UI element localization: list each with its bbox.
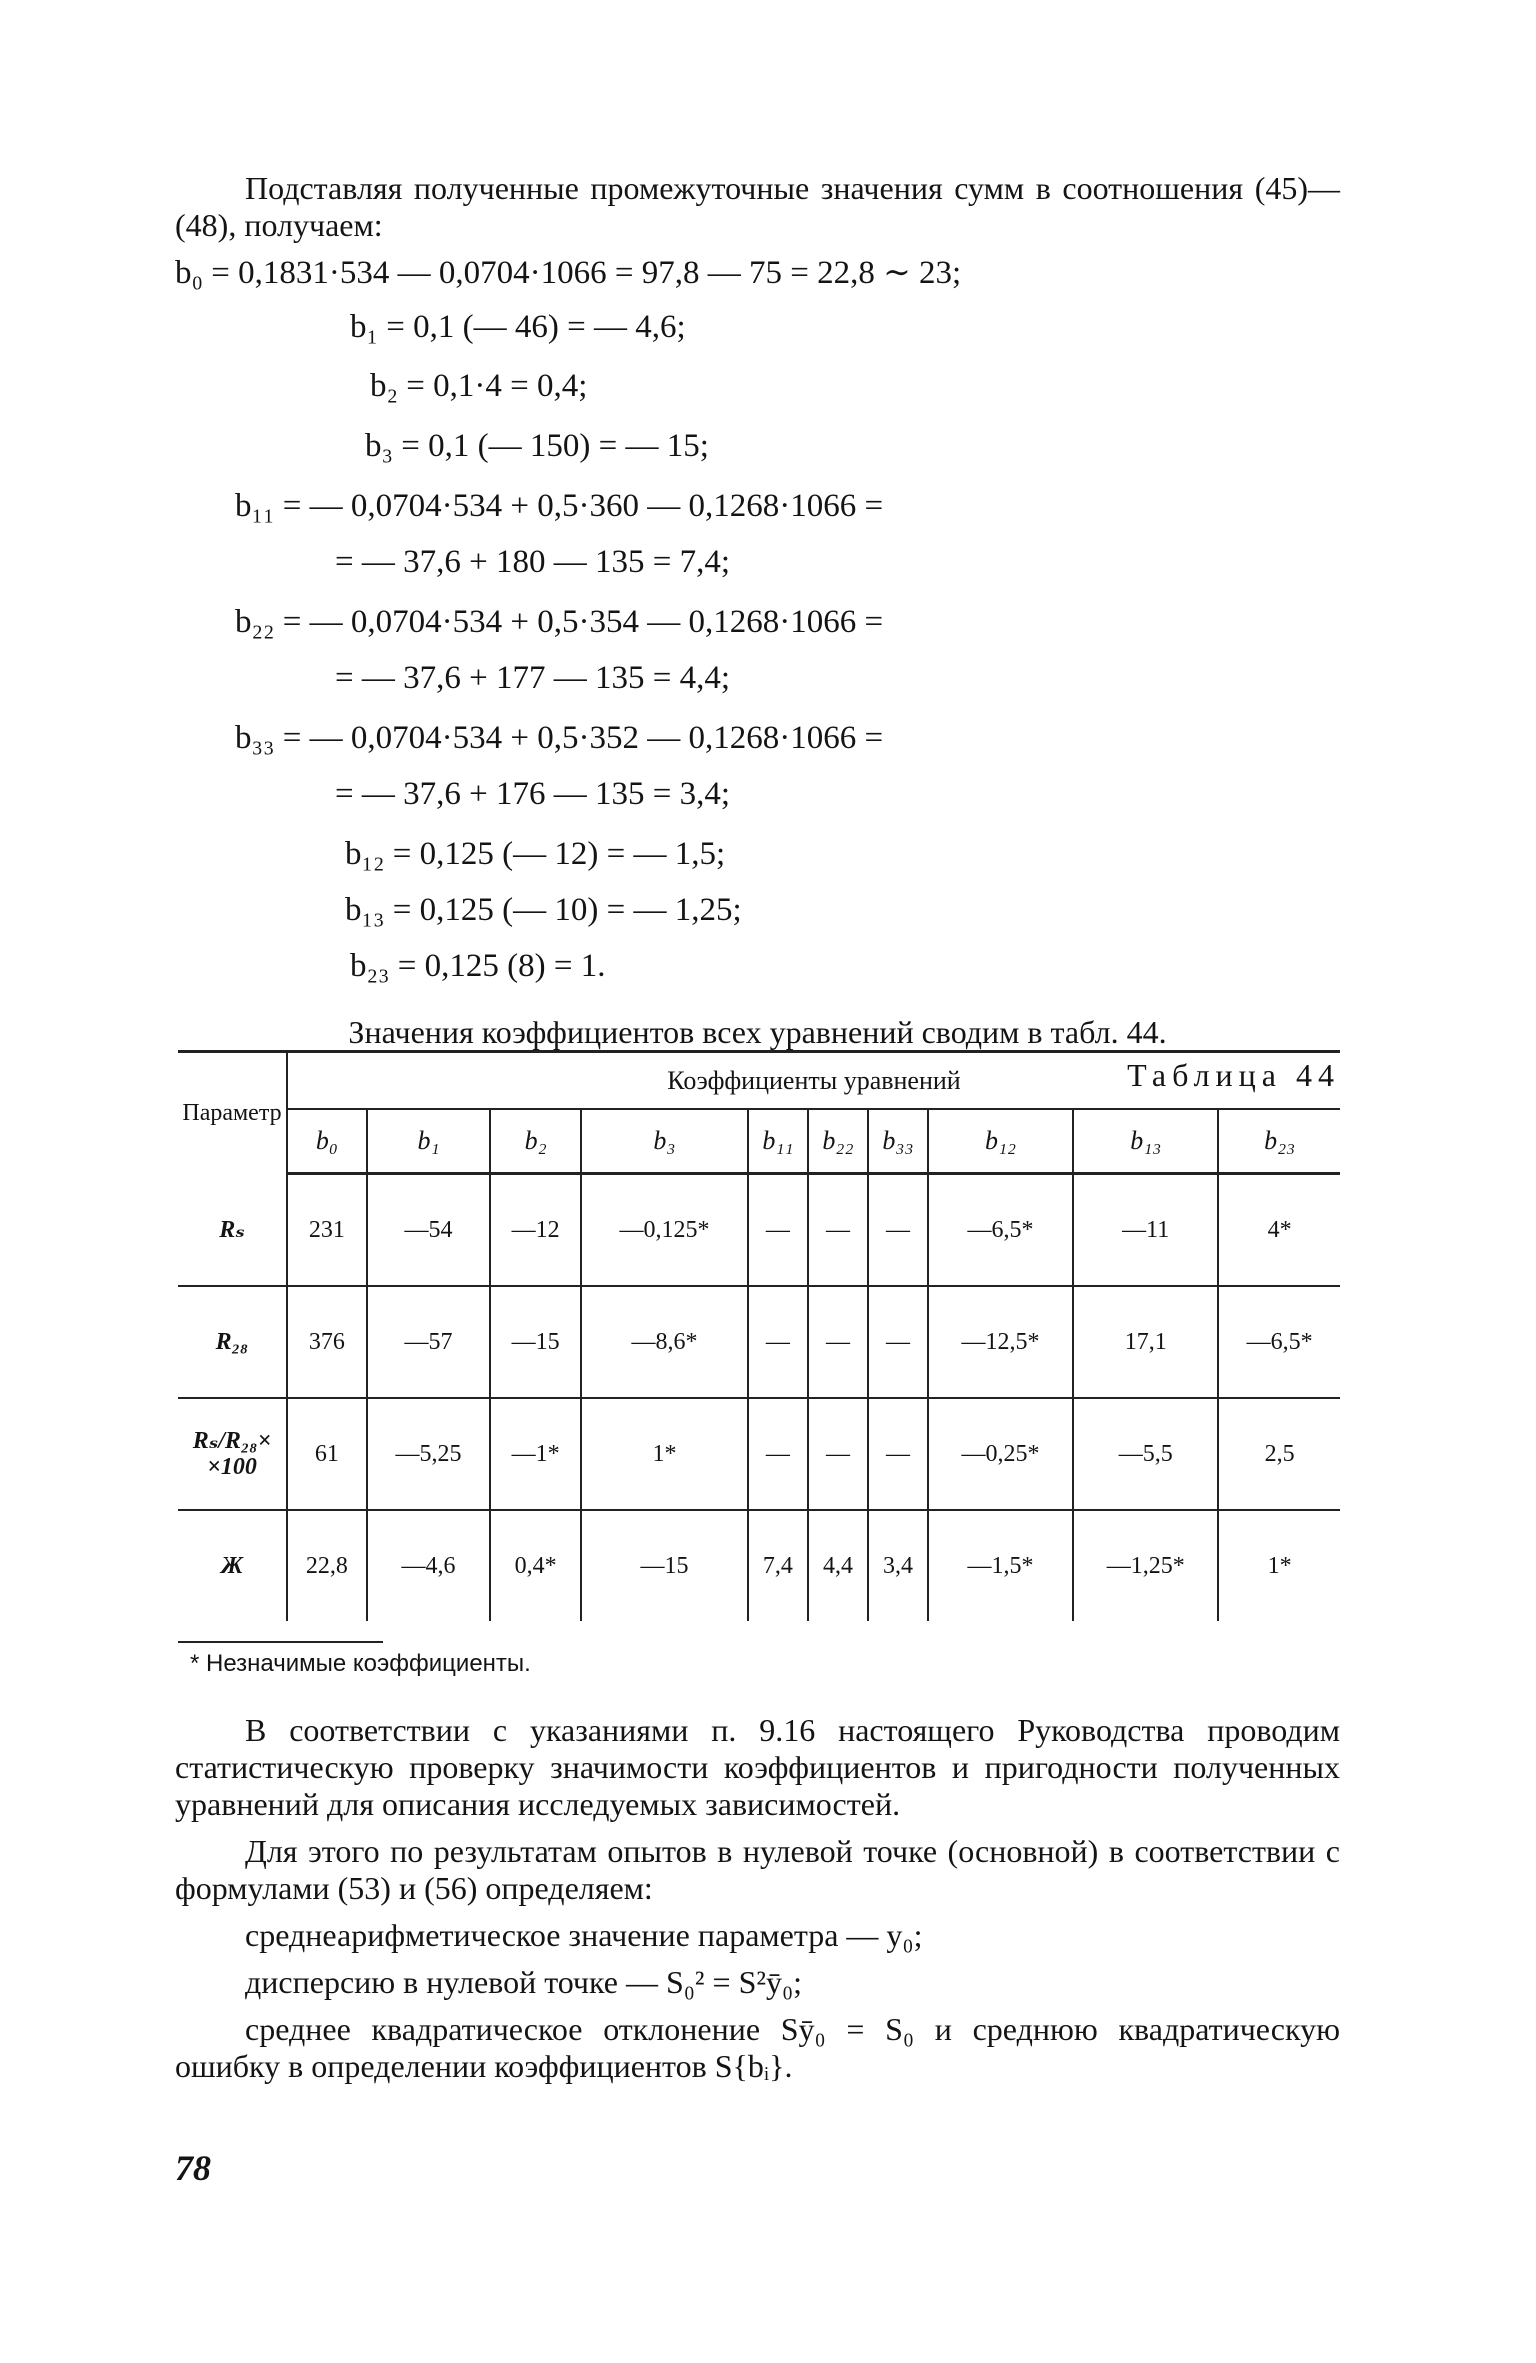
- column-header: b₁₂: [928, 1109, 1073, 1174]
- table-header-row: [178, 1052, 1340, 1110]
- table-cell: —8,6*: [581, 1286, 748, 1398]
- equation-b13: b₁₃ = 0,125 (— 10) = — 1,25;: [345, 892, 742, 928]
- table-cell: 231: [287, 1174, 367, 1287]
- table-cell: 17,1: [1073, 1286, 1218, 1398]
- row-label: R₂₈: [178, 1286, 287, 1398]
- equation-b11-cont: = — 37,6 + 180 — 135 = 7,4;: [335, 544, 731, 580]
- table-cell: —6,5*: [928, 1174, 1073, 1287]
- column-header: b₂: [490, 1109, 581, 1174]
- table-cell: 4,4: [808, 1510, 868, 1621]
- table-cell: —: [808, 1398, 868, 1510]
- table-row: [178, 1286, 1340, 1398]
- paragraph: В соответствии с указаниями п. 9.16 настоящего Руководства проводим статистическую проверку значимости коэффициентов и пригодности полученных уравнений для описания исследуемых зависимостей.: [175, 1712, 1340, 1822]
- column-header: b₂₂: [808, 1109, 868, 1174]
- table-cell: —1*: [490, 1398, 581, 1510]
- equation-b22: b₂₂ = — 0,0704·534 + 0,5·354 — 0,1268·1066 =: [235, 604, 884, 640]
- equation-b23: b₂₃ = 0,125 (8) = 1.: [350, 948, 606, 984]
- table-row: [178, 1398, 1340, 1510]
- after-table-text: [175, 1712, 1340, 2095]
- table-cell: 7,4: [748, 1510, 808, 1621]
- equation-b12: b₁₂ = 0,125 (— 12) = — 1,5;: [345, 836, 726, 872]
- table-cell: —15: [581, 1510, 748, 1621]
- column-header: b₁₁: [748, 1109, 808, 1174]
- table-cell: 3,4: [868, 1510, 928, 1621]
- table-cell: —54: [367, 1174, 490, 1287]
- list-item: дисперсию в нулевой точке — S₀² = S²ȳ₀;: [245, 1964, 802, 2000]
- column-header: b₃₃: [868, 1109, 928, 1174]
- table-cell: —5,5: [1073, 1398, 1218, 1510]
- table-cell: 1*: [581, 1398, 748, 1510]
- table-cell: —: [748, 1174, 808, 1287]
- table-cell: 376: [287, 1286, 367, 1398]
- page-body: [175, 170, 1340, 1094]
- column-header: b₂₃: [1218, 1109, 1340, 1174]
- list-item: среднеарифметическое значение параметра — y₀;: [245, 1917, 923, 1953]
- table-cell: —: [748, 1286, 808, 1398]
- table-cell: —6,5*: [1218, 1286, 1340, 1398]
- table-cell: —5,25: [367, 1398, 490, 1510]
- table-cell: —0,125*: [581, 1174, 748, 1287]
- table-title: Таблица 44: [1127, 1057, 1340, 1093]
- table-cell: 4*: [1218, 1174, 1340, 1287]
- table-cell: —: [808, 1174, 868, 1287]
- column-header: b₀: [287, 1109, 367, 1174]
- summary-line: Значения коэффициентов всех уравнений сводим в табл. 44.: [348, 1014, 1167, 1050]
- equation-b1: b₁ = 0,1 (— 46) = — 4,6;: [350, 309, 686, 345]
- table-cell: —1,5*: [928, 1510, 1073, 1621]
- table-cell: —12: [490, 1174, 581, 1287]
- equation-b22-cont: = — 37,6 + 177 — 135 = 4,4;: [335, 660, 731, 696]
- intro-paragraph: Подставляя полученные промежуточные значения сумм в соотношения (45)—(48), получаем:: [175, 170, 1340, 243]
- row-label: Rₛ: [178, 1174, 287, 1287]
- row-label: Ж: [178, 1510, 287, 1621]
- table-subheader-row: [178, 1109, 1340, 1174]
- table-cell: —: [868, 1286, 928, 1398]
- table-cell: 1*: [1218, 1510, 1340, 1621]
- table-cell: —11: [1073, 1174, 1218, 1287]
- equation-b3: b₃ = 0,1 (— 150) = — 15;: [365, 428, 709, 464]
- table-cell: —4,6: [367, 1510, 490, 1621]
- coefficients-table: [178, 1050, 1340, 1621]
- equation-block: [175, 252, 1340, 1002]
- table-cell: —15: [490, 1286, 581, 1398]
- table-cell: —0,25*: [928, 1398, 1073, 1510]
- param-header: Параметр: [178, 1052, 287, 1174]
- footnote: * Незначимые коэффициенты.: [190, 1650, 531, 1677]
- table-cell: —: [868, 1398, 928, 1510]
- table-cell: 0,4*: [490, 1510, 581, 1621]
- page-number: 78: [175, 2148, 211, 2188]
- table-cell: 2,5: [1218, 1398, 1340, 1510]
- footnote-divider: [178, 1641, 383, 1643]
- equation-b11: b₁₁ = — 0,0704·534 + 0,5·360 — 0,1268·1066 =: [235, 488, 884, 524]
- table-row: [178, 1510, 1340, 1621]
- column-header: b₁₃: [1073, 1109, 1218, 1174]
- table-cell: —12,5*: [928, 1286, 1073, 1398]
- group-header: Коэффициенты уравнений: [287, 1052, 1340, 1110]
- table-cell: —1,25*: [1073, 1510, 1218, 1621]
- table-cell: —: [808, 1286, 868, 1398]
- paragraph: Для этого по результатам опытов в нулевой точке (основной) в соответствии с формулами (53) и (56) определяем:: [175, 1833, 1340, 1906]
- column-header: b₁: [367, 1109, 490, 1174]
- column-header: b₃: [581, 1109, 748, 1174]
- list-item: среднее квадратическое отклонение Sȳ₀ = S₀ и среднюю квадратическую ошибку в определении коэффициентов S{bᵢ}.: [175, 2011, 1340, 2084]
- table-cell: 22,8: [287, 1510, 367, 1621]
- equation-b2: b₂ = 0,1·4 = 0,4;: [370, 368, 588, 404]
- equation-b33-cont: = — 37,6 + 176 — 135 = 3,4;: [335, 776, 731, 812]
- row-label: Rₛ/R₂₈× ×100: [178, 1398, 287, 1510]
- table-cell: 61: [287, 1398, 367, 1510]
- table-cell: —: [868, 1174, 928, 1287]
- table-cell: —: [748, 1398, 808, 1510]
- table-row: [178, 1174, 1340, 1287]
- equation-b0: b₀ = 0,1831·534 — 0,0704·1066 = 97,8 — 75 = 22,8 ∼ 23;: [175, 255, 962, 291]
- table-cell: —57: [367, 1286, 490, 1398]
- equation-b33: b₃₃ = — 0,0704·534 + 0,5·352 — 0,1268·1066 =: [235, 720, 884, 756]
